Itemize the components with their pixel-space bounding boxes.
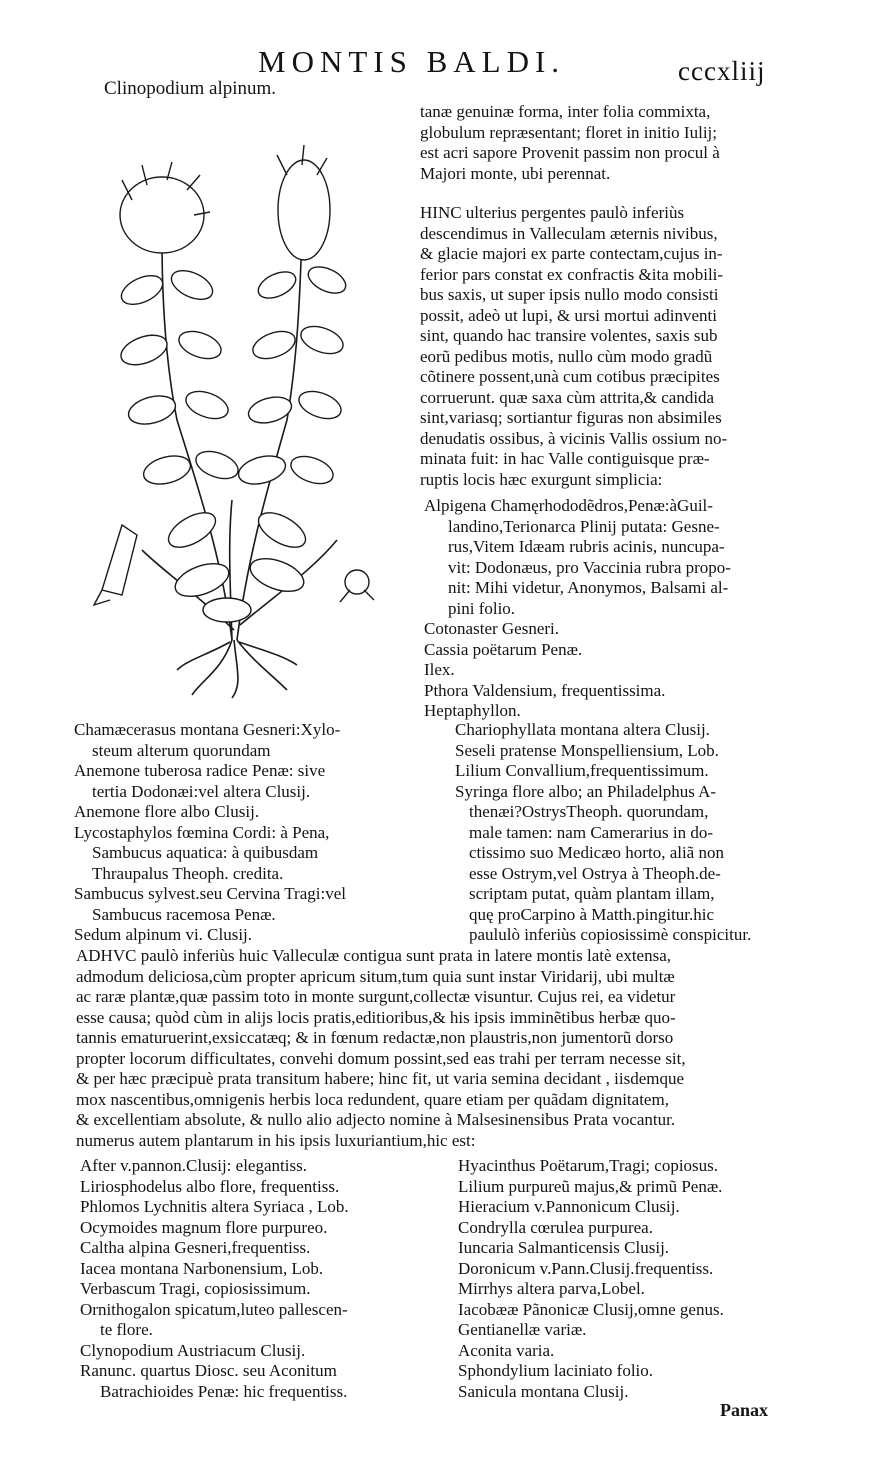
list-item: Verbascum Tragi, copiosissimum. <box>80 1279 311 1298</box>
list-item: Iuncaria Salmanticensis Clusij. <box>458 1238 670 1257</box>
text-line: numerus autem plantarum in his ipsis luxuriantium,hic est: <box>76 1130 476 1150</box>
list-item: Clynopodium Austriacum Clusij. <box>80 1340 306 1360</box>
list-item: Phlomos Lychnitis altera Syriaca , Lob. <box>80 1197 349 1216</box>
text-line: minata fuit: in hac Valle contiguisque præ- <box>420 449 710 468</box>
list-item: Seseli pratense Monspelliensium, Lob. <box>455 740 719 760</box>
text-line: descendimus in Valleculam æternis nivibus, <box>420 223 718 243</box>
text-line: sint, quando hac transire volentes, saxis sub <box>420 326 718 345</box>
list-item: Iacea montana Narbonensium, Lob. <box>80 1258 324 1278</box>
list-item: Sanicula montana Clusij. <box>458 1381 629 1401</box>
left-plant-list <box>74 720 346 946</box>
text-line: cõtinere possent,unà cum cotibus præcipites <box>420 367 720 386</box>
list-item: paululò inferiùs copiosissimè conspicitur. <box>469 925 752 944</box>
text-line: tannis ematuruerint,exsiccatæq; & in fœnum redactæ,non plaustris,non jumentorũ dorso <box>76 1028 674 1047</box>
list-item: Sambucus aquatica: à quibusdam <box>92 843 319 862</box>
list-item: Ranunc. quartus Diosc. seu Aconitum <box>80 1361 337 1380</box>
clinopodium-woodcut-illustration <box>82 120 402 700</box>
list-item: ctissimo suo Medicæo horto, aliã non <box>469 843 724 862</box>
bottom-left-plant-list <box>80 1156 349 1402</box>
list-item: Mirrhys altera parva,Lobel. <box>458 1279 645 1298</box>
list-item: Cassia poëtarum Penæ. <box>424 639 583 659</box>
text-line: corruerunt. quæ saxa cùm attrita,& candida <box>420 387 715 407</box>
text-line: ADHVC paulò inferiùs huic Valleculæ contigua sunt prata in latere montis latè extensa, <box>76 946 672 965</box>
list-item: After v.pannon.Clusij: elegantiss. <box>80 1156 307 1175</box>
text-line: Majori monte, ubi perennat. <box>420 163 611 183</box>
list-item: rus,Vitem Idæam rubris acinis, nuncupa- <box>448 537 725 556</box>
right-plant-list <box>424 496 731 722</box>
list-item: thenæi?OstrysTheoph. quorundam, <box>469 802 709 821</box>
list-item: steum alterum quorundam <box>92 740 271 760</box>
text-line: & per hæc præcipuè prata transitum habere; hinc fit, ut varia semina decidant , iisdemque <box>76 1069 685 1088</box>
list-item: male tamen: nam Camerarius in do- <box>469 822 714 842</box>
text-line: HINC ulterius pergentes paulò inferiùs <box>420 203 685 222</box>
list-item: Hieracium v.Pannonicum Clusij. <box>458 1197 680 1216</box>
list-item: Chamæcerasus montana Gesneri:Xylo- <box>74 720 341 739</box>
list-item: Alpigena Chamęrhododẽdros,Penæ:àGuil- <box>424 496 713 515</box>
list-item: Syringa flore albo; an Philadelphus A- <box>455 781 717 801</box>
list-item: Anemone tuberosa radice Penæ: sive <box>74 761 326 780</box>
text-line: propter locorum difficultates, convehi domum possint,sed eas trahi per terram necesse sit, <box>76 1048 686 1068</box>
list-item: Lilium Convallium,frequentissimum. <box>455 761 709 780</box>
list-item: Anemone flore albo Clusij. <box>74 802 260 821</box>
text-line: mox nascentibus,omnigenis herbis loca redundent, quare etiam per quãdam dignitatem, <box>76 1089 669 1109</box>
list-item: Cotonaster Gesneri. <box>424 619 560 638</box>
text-line: est acri sapore Provenit passim non procul à <box>420 143 720 162</box>
list-item: landino,Terionarca Plinij putata: Gesne- <box>448 516 720 536</box>
list-item: Doronicum v.Pann.Clusij.frequentiss. <box>458 1258 714 1278</box>
list-item: Ocymoides magnum flore purpureo. <box>80 1217 328 1237</box>
list-item: Hyacinthus Poëtarum,Tragi; copiosus. <box>458 1156 719 1175</box>
right-column-paragraph <box>420 203 727 490</box>
full-width-paragraph <box>76 946 686 1151</box>
bottom-right-plant-list <box>458 1156 724 1402</box>
list-item: Aconita varia. <box>458 1340 555 1360</box>
list-item: esse Ostrym,vel Ostrya à Theoph.de- <box>469 863 721 883</box>
text-line: eorũ pedibus motis, nullo cùm modo gradũ <box>420 346 713 366</box>
text-line: sint,variasq; sortiantur figuras non absimiles <box>420 408 722 427</box>
text-line: esse causa; quòd cùm in alijs locis pratis,editioribus,& his ipsis imminẽtibus herbæ quo- <box>76 1007 676 1027</box>
list-item: Sphondylium laciniato folio. <box>458 1361 654 1380</box>
text-line: & excellentiam absolute, & nullo alio adjecto nomine à Malsesinensibus Prata vocantur. <box>76 1110 676 1129</box>
text-line: ruptis locis hæc exurgunt simplicia: <box>420 469 663 489</box>
text-line: possit, adeò ut lupi, & ursi mortui adinventi <box>420 305 718 325</box>
list-item: Sedum alpinum vi. Clusij. <box>74 925 253 944</box>
list-item: nit: Mihi videtur, Anonymos, Balsami al- <box>448 578 729 597</box>
text-line: tanæ genuinæ forma, inter folia commixta, <box>420 102 711 121</box>
text-line: ferior pars constat ex confractis &ita mobili- <box>420 264 724 284</box>
list-item: Gentianellæ variæ. <box>458 1320 587 1339</box>
list-item: Sambucus racemosa Penæ. <box>92 904 276 924</box>
list-item: Sambucus sylvest.seu Cervina Tragi:vel <box>74 884 346 903</box>
text-line: admodum deliciosa,cùm propter apricum situm,tum quia sunt instar Viridarij, ubi multæ <box>76 966 675 986</box>
running-header-title: MONTIS BALDI. <box>258 44 566 79</box>
text-line: denudatis ossibus, à vicinis Vallis ossium no- <box>420 428 728 448</box>
list-item: Heptaphyllon. <box>424 701 521 720</box>
list-item: Ilex. <box>424 660 455 679</box>
list-item: Caltha alpina Gesneri,frequentiss. <box>80 1238 311 1257</box>
text-line: & glacie majori ex parte contectam,cujus in- <box>420 244 723 263</box>
list-item: pini folio. <box>448 598 516 618</box>
list-item: te flore. <box>100 1320 153 1339</box>
figure-caption: Clinopodium alpinum. <box>104 78 277 99</box>
right-column-top-text <box>420 102 720 184</box>
list-item: scriptam putat, quàm plantam illam, <box>469 884 715 903</box>
list-item: tertia Dodonæi:vel altera Clusij. <box>92 781 311 801</box>
folio-number: cccxliij <box>678 56 766 86</box>
list-item: Condrylla cœrulea purpurea. <box>458 1217 653 1237</box>
list-item: Liriosphodelus albo flore, frequentiss. <box>80 1176 340 1196</box>
list-item: quę proCarpino à Matth.pingitur.hic <box>469 904 715 924</box>
list-item: Chariophyllata montana altera Clusij. <box>455 720 710 739</box>
list-item: Thraupalus Theoph. credita. <box>92 863 284 883</box>
text-line: ac raræ plantæ,quæ passim toto in monte surgunt,collectæ visuntur. Cujus rei, ea videtur <box>76 987 676 1006</box>
list-item: Pthora Valdensium, frequentissima. <box>424 680 666 700</box>
right-plant-list-continued <box>455 720 751 946</box>
list-item: Batrachioides Penæ: hic frequentiss. <box>100 1381 348 1401</box>
text-line: bus saxis, ut super ipsis nullo modo consisti <box>420 285 719 304</box>
list-item: Lycostaphylos fœmina Cordi: à Pena, <box>74 822 330 842</box>
text-line: globulum repræsentant; floret in initio Iulij; <box>420 122 717 142</box>
list-item: Ornithogalon spicatum,luteo pallescen- <box>80 1299 348 1319</box>
list-item: Iacobææ Pãnonicæ Clusij,omne genus. <box>458 1299 724 1319</box>
catchword: Panax <box>720 1400 769 1420</box>
list-item: Lilium purpureũ majus,& primũ Penæ. <box>458 1176 723 1196</box>
list-item: vit: Dodonæus, pro Vaccinia rubra propo- <box>448 557 731 577</box>
